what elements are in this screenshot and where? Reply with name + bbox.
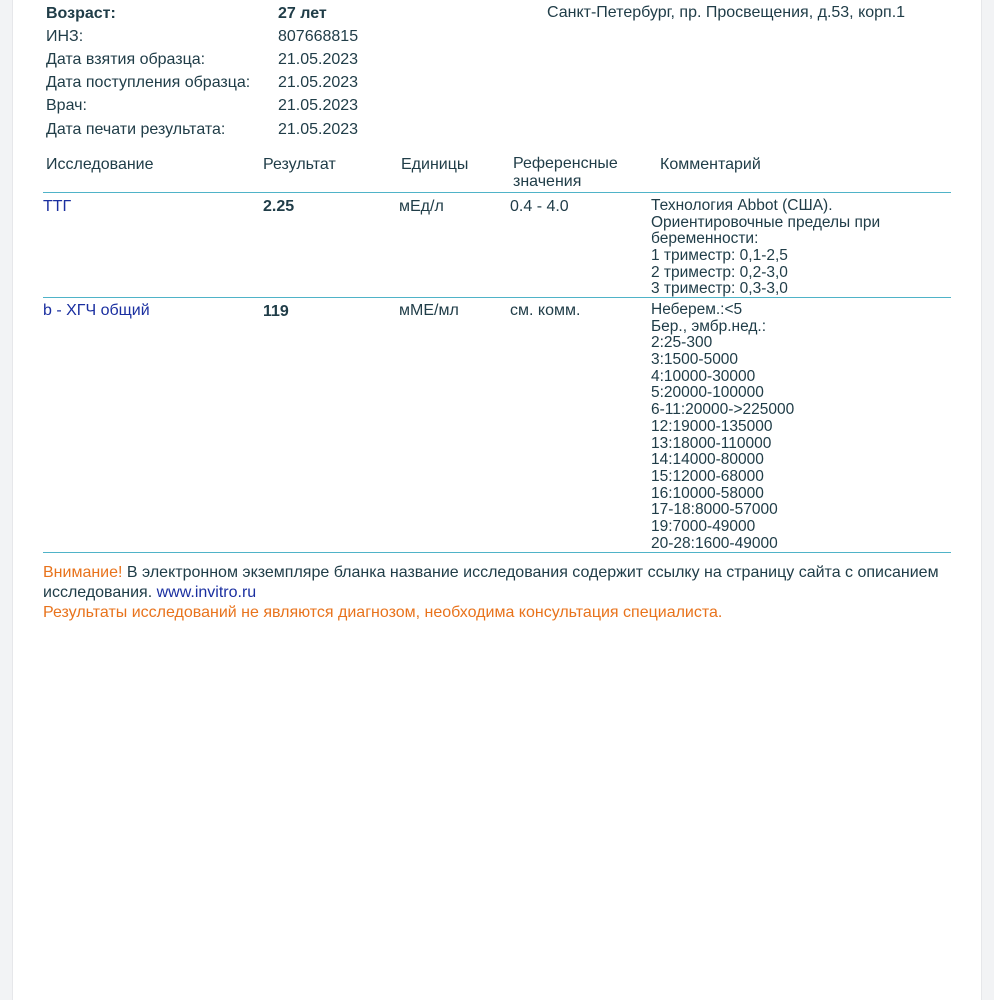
comment-line: 3:1500-5000: [651, 351, 739, 369]
comment-line: 2:25-300: [651, 334, 713, 352]
comment-line: 12:19000-135000: [651, 417, 773, 435]
test-reference: 0.4 - 4.0: [510, 198, 569, 215]
page-left-edge: [0, 0, 13, 1000]
test-name-link[interactable]: b - ХГЧ общий: [43, 302, 150, 319]
header-reference-line2: значения: [513, 173, 582, 190]
receipt-date-value: 21.05.2023: [278, 74, 359, 91]
table-rule-bottom: [43, 552, 951, 553]
comment-line: 16:10000-58000: [651, 484, 764, 502]
comment-line: 2 триместр: 0,2-3,0: [651, 263, 788, 281]
test-name-link[interactable]: ТТГ: [43, 198, 72, 215]
sample-date-label: Дата взятия образца:: [46, 51, 206, 68]
header-reference-line1: Референсные: [513, 155, 618, 172]
comment-line: 1 триместр: 0,1-2,5: [651, 247, 788, 265]
header-reference: [513, 155, 618, 191]
header-comment: Комментарий: [660, 156, 761, 173]
comment-line: 15:12000-68000: [651, 467, 764, 485]
test-result: 2.25: [263, 198, 295, 215]
test-units: мМЕ/мл: [399, 302, 459, 319]
test-units: мЕд/л: [399, 198, 444, 215]
comment-line: 5:20000-100000: [651, 384, 764, 402]
age-label: Возраст:: [46, 5, 116, 22]
table-rule-mid: [43, 297, 951, 298]
comment-line: 3 триместр: 0,3-3,0: [651, 280, 788, 298]
table-rule-top: [43, 192, 951, 193]
header-result: Результат: [263, 156, 336, 173]
comment-line: Неберем.:<5: [651, 301, 743, 318]
comment-line: 20-28:1600-49000: [651, 534, 778, 552]
page-right-edge: [981, 0, 994, 1000]
attention-label: Внимание!: [43, 564, 123, 581]
comment-line: 14:14000-80000: [651, 451, 764, 469]
attention-text: В электронном экземпляре бланка название исследования содержит ссылку на страницу сайта с описанием исследования.: [43, 564, 939, 601]
header-study: Исследование: [46, 156, 154, 173]
test-result: 119: [263, 303, 289, 320]
print-date-label: Дата печати результата:: [46, 121, 226, 138]
header-units: Единицы: [401, 156, 469, 173]
comment-line: 19:7000-49000: [651, 517, 756, 535]
comment-line: беременности:: [651, 230, 759, 248]
doctor-label: Врач:: [46, 97, 87, 114]
lab-address: Санкт-Петербург, пр. Просвещения, д.53, корп.1: [547, 4, 906, 21]
comment-line: 13:18000-110000: [651, 434, 772, 452]
comment-line: 17-18:8000-57000: [651, 501, 778, 519]
print-date-value: 21.05.2023: [278, 121, 359, 138]
disclaimer: Результаты исследований не являются диагнозом, необходима консультация специалиста.: [43, 604, 723, 621]
comment-line: 6-11:20000->225000: [651, 401, 795, 419]
age-value: 27 лет: [278, 5, 327, 22]
doctor-value: 21.05.2023: [278, 97, 359, 114]
comment-line: Ориентировочные пределы при: [651, 213, 881, 231]
site-link[interactable]: www.invitro.ru: [156, 584, 257, 601]
receipt-date-label: Дата поступления образца:: [46, 74, 251, 91]
test-comment: [651, 302, 794, 552]
inz-label: ИНЗ:: [46, 28, 84, 45]
inz-value: 807668815: [278, 28, 359, 45]
sample-date-value: 21.05.2023: [278, 51, 359, 68]
test-reference: см. комм.: [510, 302, 581, 319]
test-comment: [651, 198, 880, 298]
comment-line: Бер., эмбр.нед.:: [651, 317, 767, 335]
comment-line: Технология Abbot (США).: [651, 197, 833, 214]
comment-line: 4:10000-30000: [651, 367, 756, 385]
notice-block: [43, 563, 963, 603]
